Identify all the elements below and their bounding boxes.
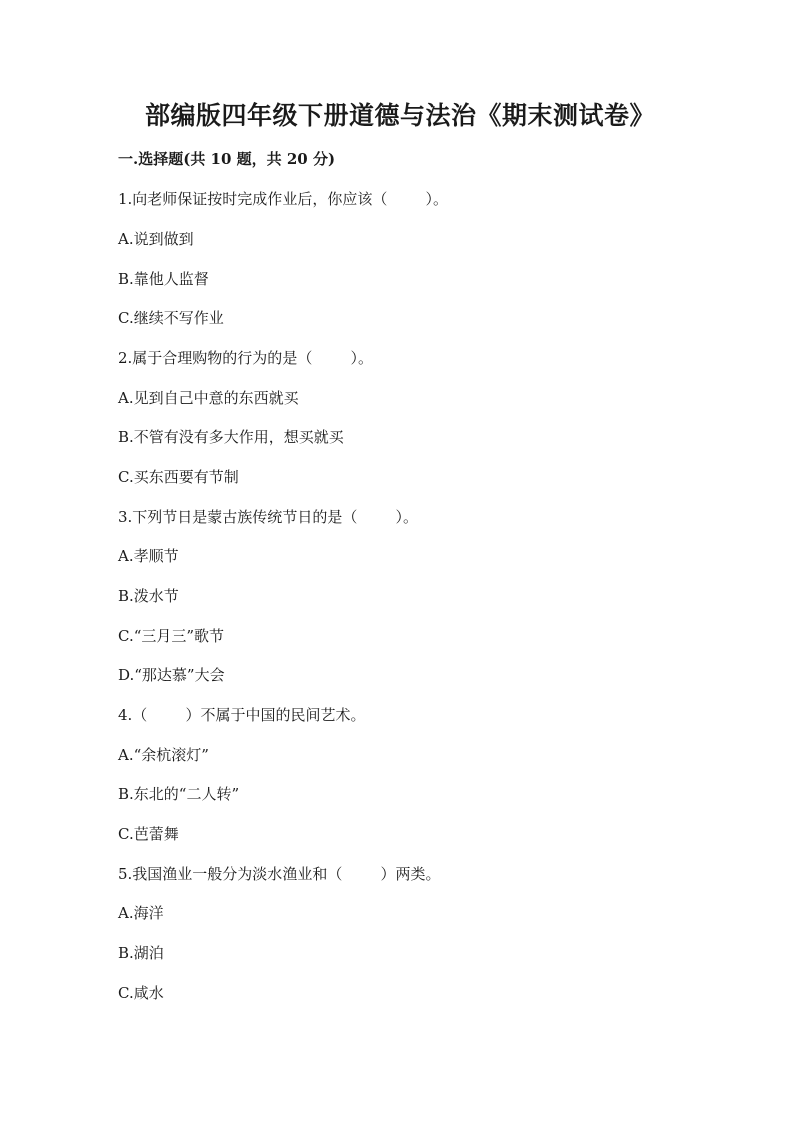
section-heading: 一.选择题(共 10 题，共 20 分) — [118, 150, 336, 168]
option-5a: A.海洋 — [118, 904, 164, 922]
option-2c: C.买东西要有节制 — [118, 468, 239, 486]
question-5: 5.我国渔业一般分为淡水渔业和（ ）两类。 — [118, 865, 441, 883]
option-2a: A.见到自己中意的东西就买 — [118, 389, 299, 407]
question-2: 2.属于合理购物的行为的是（ ）。 — [118, 349, 373, 367]
document-title: 部编版四年级下册道德与法治《期末测试卷》 — [144, 101, 655, 130]
option-4b: B.东北的“二人转” — [118, 785, 240, 803]
option-1c: C.继续不写作业 — [118, 309, 224, 327]
option-1a: A.说到做到 — [118, 230, 194, 248]
option-4a: A.“余杭滚灯” — [118, 746, 209, 764]
option-4c: C.芭蕾舞 — [118, 825, 179, 843]
question-4: 4.（ ）不属于中国的民间艺术。 — [118, 706, 366, 724]
option-3c: C.“三月三”歌节 — [118, 627, 225, 645]
option-3a: A.孝顺节 — [118, 547, 179, 565]
option-5b: B.湖泊 — [118, 944, 164, 962]
option-5c: C.咸水 — [118, 984, 164, 1002]
option-3d: D.“那达慕”大会 — [118, 666, 225, 684]
question-3: 3.下列节日是蒙古族传统节日的是（ ）。 — [118, 508, 418, 526]
option-3b: B.泼水节 — [118, 587, 179, 605]
option-2b: B.不管有没有多大作用，想买就买 — [118, 428, 344, 446]
question-1: 1.向老师保证按时完成作业后，你应该（ ）。 — [118, 190, 448, 208]
option-1b: B.靠他人监督 — [118, 270, 209, 288]
